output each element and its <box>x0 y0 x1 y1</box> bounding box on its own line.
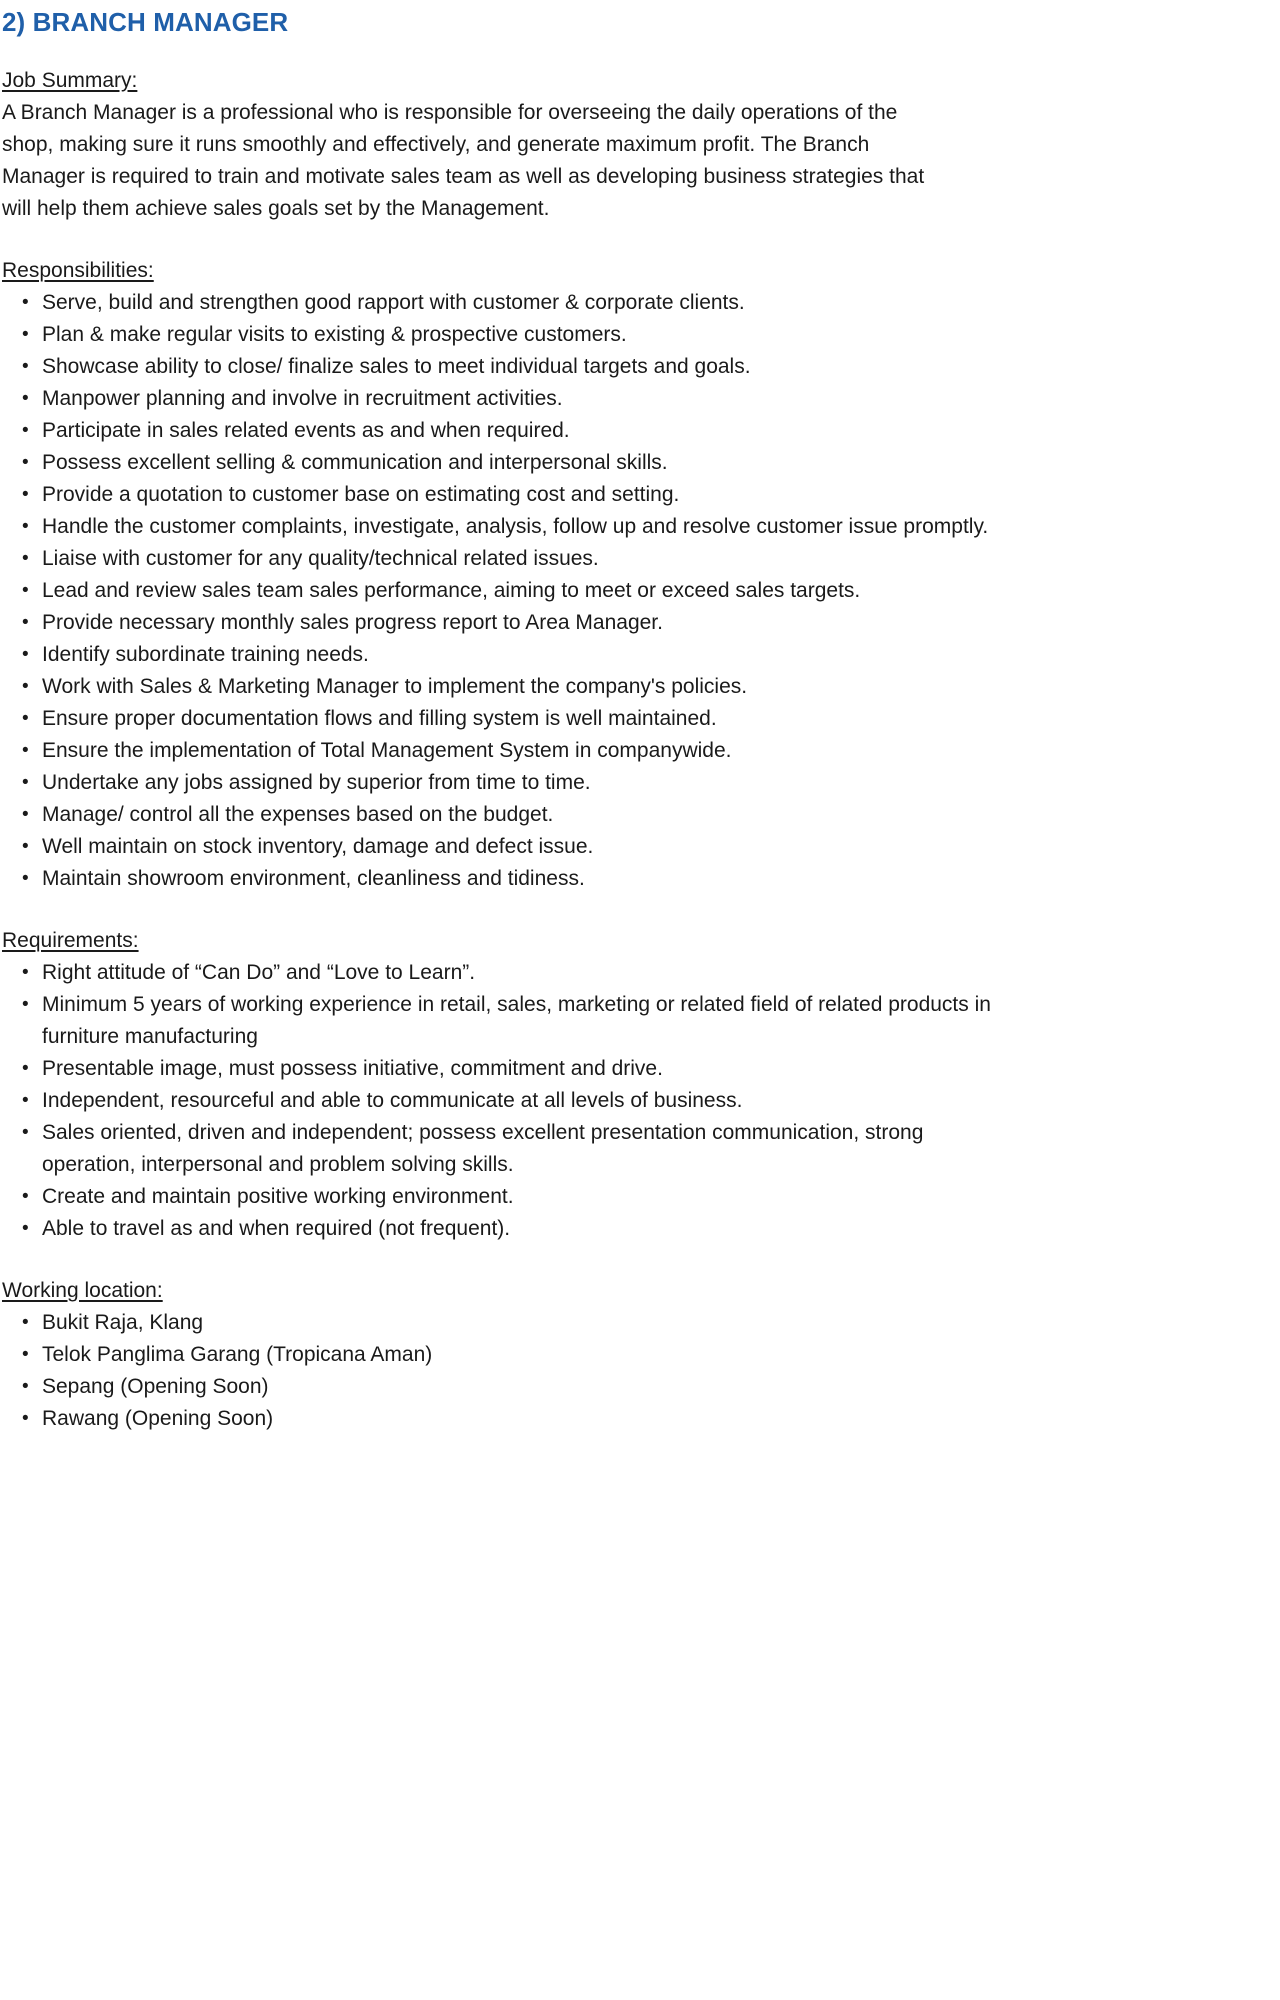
working-location-item: • Rawang (Opening Soon) <box>0 1403 1017 1435</box>
working-location-item: • Telok Panglima Garang (Tropicana Aman) <box>0 1339 1017 1371</box>
responsibility-item: • Manpower planning and involve in recruitment activities. <box>0 383 1017 415</box>
spacer <box>0 1245 1240 1275</box>
responsibility-item: • Liaise with customer for any quality/technical related issues. <box>0 543 1017 575</box>
requirement-item: • Create and maintain positive working environment. <box>0 1181 1017 1213</box>
responsibility-item: • Identify subordinate training needs. <box>0 639 1017 671</box>
working-location-item: • Bukit Raja, Klang <box>0 1307 1017 1339</box>
responsibility-item: • Well maintain on stock inventory, damage and defect issue. <box>0 831 1017 863</box>
working-location-list <box>0 1307 1240 1435</box>
requirements-heading-text: Requirements: <box>2 929 139 952</box>
requirement-item: • Independent, resourceful and able to communicate at all levels of business. <box>0 1085 1017 1117</box>
responsibilities-list <box>0 287 1240 895</box>
responsibility-item: • Plan & make regular visits to existing & prospective customers. <box>0 319 1017 351</box>
spacer <box>0 895 1240 925</box>
job-summary-heading-text: Job Summary: <box>2 69 138 92</box>
responsibility-item: • Serve, build and strengthen good rapport with customer & corporate clients. <box>0 287 1017 319</box>
responsibility-item: • Manage/ control all the expenses based on the budget. <box>0 799 1017 831</box>
requirement-item: • Presentable image, must possess initiative, commitment and drive. <box>0 1053 1017 1085</box>
spacer <box>0 39 1240 65</box>
responsibility-item: • Maintain showroom environment, cleanliness and tidiness. <box>0 863 1017 895</box>
responsibility-item: • Handle the customer complaints, investigate, analysis, follow up and resolve customer issue promptly. <box>0 511 1017 543</box>
spacer <box>0 225 1240 255</box>
responsibility-item: • Lead and review sales team sales performance, aiming to meet or exceed sales targets. <box>0 575 1017 607</box>
responsibility-item: • Undertake any jobs assigned by superior from time to time. <box>0 767 1017 799</box>
requirements-heading <box>0 925 1240 957</box>
job-summary-body: A Branch Manager is a professional who is responsible for overseeing the daily operations of the shop, making sure it runs smoothly and effectively, and generate maximum profit. The Branch Manager is required to train and motivate sales team as well as developing business strategies that will help them achieve sales goals set by the Management. <box>2 101 925 220</box>
job-summary-heading <box>0 65 1240 97</box>
working-location-heading <box>0 1275 1240 1307</box>
requirement-item: • Sales oriented, driven and independent; possess excellent presentation communication, strong operation, interpersonal and problem solving skills. <box>0 1117 1017 1181</box>
responsibility-item: • Participate in sales related events as and when required. <box>0 415 1017 447</box>
requirement-item: • Minimum 5 years of working experience in retail, sales, marketing or related field of related products in furniture manufacturing <box>0 989 1017 1053</box>
working-location-item: • Sepang (Opening Soon) <box>0 1371 1017 1403</box>
page-title: 2) BRANCH MANAGER <box>2 7 289 37</box>
responsibility-item: • Possess excellent selling & communication and interpersonal skills. <box>0 447 1017 479</box>
requirement-item: • Right attitude of “Can Do” and “Love to Learn”. <box>0 957 1017 989</box>
responsibilities-heading <box>0 255 1240 287</box>
working-location-heading-text: Working location: <box>2 1279 163 1302</box>
responsibilities-heading-text: Responsibilities: <box>2 259 154 282</box>
requirement-item: • Able to travel as and when required (not frequent). <box>0 1213 1017 1245</box>
responsibility-item: • Ensure the implementation of Total Management System in companywide. <box>0 735 1017 767</box>
responsibility-item: • Provide a quotation to customer base on estimating cost and setting. <box>0 479 1017 511</box>
responsibility-item: • Work with Sales & Marketing Manager to implement the company's policies. <box>0 671 1017 703</box>
responsibility-item: • Ensure proper documentation flows and filling system is well maintained. <box>0 703 1017 735</box>
responsibility-item: • Provide necessary monthly sales progress report to Area Manager. <box>0 607 1017 639</box>
requirements-list <box>0 957 1240 1245</box>
responsibility-item: • Showcase ability to close/ finalize sales to meet individual targets and goals. <box>0 351 1017 383</box>
